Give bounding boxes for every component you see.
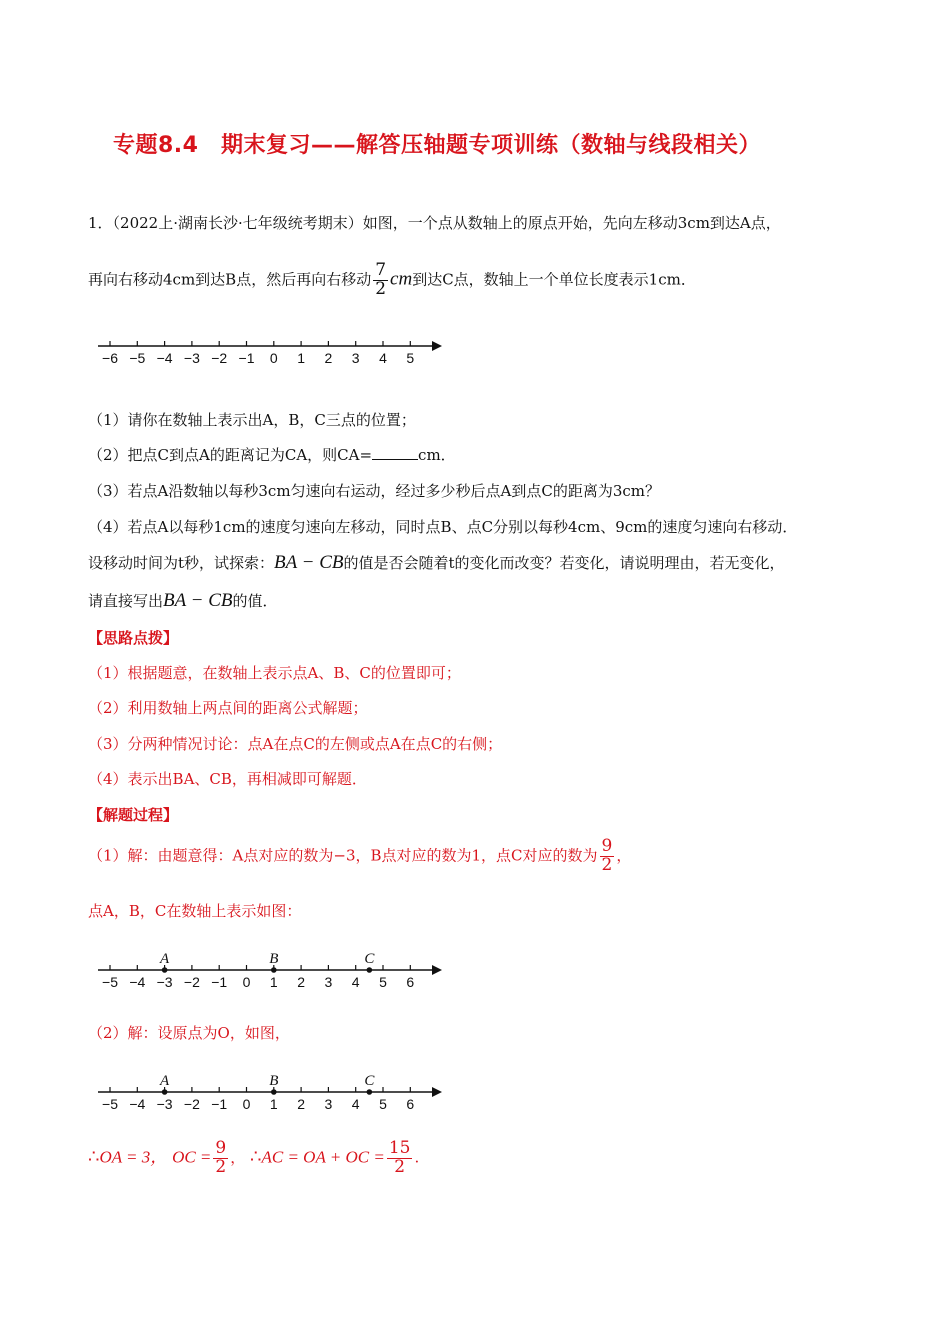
solution-formula — [88, 1140, 419, 1177]
q1-sub4a: （4）若点A以每秒1cm的速度匀速向左移动，同时点B、点C分别以每秒4cm、9cm的速度匀速向右移动． — [88, 518, 798, 536]
q1-sub4c-2: 的值． — [232, 592, 278, 610]
q1-sub4b-2: 的值是否会随着t的变化而改变？若变化，请说明理由，若无变化， — [343, 554, 785, 572]
axis1-arrow — [432, 341, 442, 351]
axis1-tick-label: 3 — [351, 350, 360, 366]
axis1-tick-label: −5 — [129, 350, 146, 366]
axis1-tick-label: 4 — [379, 350, 387, 366]
axis3-tick-label: −3 — [156, 1096, 173, 1112]
point-c-dot — [367, 967, 373, 973]
solution-1-b: ， — [616, 846, 632, 865]
formula-end: . — [414, 1148, 420, 1167]
solution-1-a: （1）解：由题意得：A点对应的数为−3，B点对应的数为1，点C对应的数为 — [88, 846, 598, 865]
q1-sub4b-1: 设移动时间为t秒，试探索： — [88, 554, 275, 572]
formula-oc-den: 2 — [215, 1156, 227, 1177]
q1-sub4c — [88, 590, 278, 612]
axis2-tick-label: 4 — [351, 974, 360, 990]
hint-2: （2）利用数轴上两点间的距离公式解题； — [88, 699, 368, 717]
solution-1-frac-den: 2 — [601, 854, 613, 875]
axis1-tick-label: 5 — [406, 350, 415, 366]
solution-1 — [88, 838, 631, 875]
therefore-symbol-1: ∴ — [88, 1146, 100, 1168]
hint-heading: 【思路点拨】 — [88, 629, 179, 647]
number-line-1 — [90, 336, 450, 376]
axis2-tick-label: 2 — [297, 974, 305, 990]
q1-fraction — [373, 262, 388, 299]
solution-heading: 【解题过程】 — [88, 806, 179, 824]
q1-sub2-b: cm． — [418, 446, 456, 464]
formula-ac-den: 2 — [394, 1156, 406, 1177]
point-c-label: C — [364, 1073, 375, 1089]
point-b-label: B — [269, 951, 279, 967]
axis1-tick-label: 2 — [324, 350, 333, 366]
axis3-tick-label: 0 — [242, 1096, 251, 1112]
formula-oc-num: 9 — [215, 1138, 227, 1158]
axis1-tick-label: −2 — [211, 350, 228, 366]
hint-1: （1）根据题意，在数轴上表示点A、B、C的位置即可； — [88, 664, 461, 682]
axis2-tick-label: −2 — [183, 974, 200, 990]
q1-line2-b: 到达C点，数轴上一个单位长度表示1cm． — [412, 270, 696, 289]
axis3-tick-label: 3 — [324, 1096, 333, 1112]
q1-line2 — [88, 262, 696, 299]
axis2-tick-label: −4 — [129, 974, 146, 990]
formula-oa: OA = 3， — [99, 1147, 168, 1167]
number-line-2 — [90, 946, 450, 996]
axis3-arrow — [432, 1087, 442, 1097]
axis2-tick-label: 0 — [242, 974, 251, 990]
q1-frac-den: 2 — [375, 278, 387, 299]
formula-comma: ， — [230, 1148, 246, 1167]
point-b-dot — [271, 1089, 277, 1095]
axis2-tick-label: 6 — [406, 974, 415, 990]
axis3-tick-label: 4 — [351, 1096, 360, 1112]
hint-4: （4）表示出BA、CB，再相减即可解题． — [88, 770, 367, 788]
axis3-tick-label: −2 — [183, 1096, 200, 1112]
axis3-tick-label: −5 — [102, 1096, 118, 1112]
q1-sub4-expr-2: BA − CB — [163, 590, 233, 611]
solution-1-frac-num: 9 — [601, 836, 613, 856]
therefore-symbol-2: ∴ — [250, 1146, 262, 1168]
point-b-dot — [271, 967, 277, 973]
q1-line1: 1．（2022上·湖南长沙·七年级统考期末）如图，一个点从数轴上的原点开始，先向左移动3cm到达A点， — [88, 214, 781, 232]
axis1-tick-label: −3 — [183, 350, 200, 366]
axis3-tick-label: −4 — [129, 1096, 146, 1112]
answer-blank — [372, 447, 418, 460]
axis3-tick-label: 2 — [297, 1096, 305, 1112]
axis1-tick-label: −4 — [156, 350, 173, 366]
axis2-tick-label: −3 — [156, 974, 173, 990]
point-a-label: A — [160, 951, 170, 967]
q1-sub2-a: （2）把点C到点A的距离记为CA，则CA= — [88, 446, 373, 464]
axis3-tick-label: 1 — [269, 1096, 278, 1112]
number-line-3 — [90, 1068, 450, 1118]
q1-sub3: （3）若点A沿数轴以每秒3cm匀速向右运动，经过多少秒后点A到点C的距离为3cm？ — [88, 482, 661, 500]
axis2-arrow — [432, 965, 442, 975]
axis1-tick-label: 1 — [297, 350, 305, 366]
q1-frac-num: 7 — [375, 260, 387, 280]
axis2-tick-label: 5 — [379, 974, 387, 990]
axis3-tick-label: −1 — [211, 1096, 228, 1112]
solution-1-fraction — [600, 838, 615, 875]
q1-line2-a: 再向右移动4cm到达B点，然后再向右移动 — [88, 270, 372, 289]
solution-2: （2）解：设原点为O，如图， — [88, 1024, 290, 1042]
axis1-tick-label: −1 — [238, 350, 255, 366]
q1-sub1: （1）请你在数轴上表示出A，B，C三点的位置； — [88, 411, 416, 429]
axis2-tick-label: 3 — [324, 974, 333, 990]
q1-frac-unit: cm — [390, 268, 413, 290]
axis2-tick-label: −5 — [102, 974, 118, 990]
formula-oc: OC = — [172, 1147, 212, 1167]
point-a-dot — [162, 967, 168, 973]
q1-sub4c-1: 请直接写出 — [88, 592, 164, 610]
point-b-label: B — [269, 1073, 279, 1089]
q1-sub4-expr-1: BA − CB — [274, 552, 344, 573]
axis2-tick-label: 1 — [269, 974, 278, 990]
axis1-tick-label: −6 — [102, 350, 118, 366]
solution-1-c: 点A，B，C在数轴上表示如图： — [88, 902, 302, 920]
formula-ac-fraction — [387, 1140, 413, 1177]
q1-sub4b — [88, 552, 785, 574]
axis3-tick-label: 5 — [379, 1096, 387, 1112]
q1-sub2 — [88, 444, 456, 465]
axis1-tick-label: 0 — [269, 350, 278, 366]
point-a-dot — [162, 1089, 168, 1095]
point-c-dot — [367, 1089, 373, 1095]
axis2-tick-label: −1 — [211, 974, 228, 990]
axis3-tick-label: 6 — [406, 1096, 415, 1112]
point-a-label: A — [160, 1073, 170, 1089]
formula-oc-fraction — [213, 1140, 228, 1177]
page-title: 专题8.4 期末复习——解答压轴题专项训练（数轴与线段相关） — [113, 133, 761, 158]
formula-ac: AC = OA + OC = — [261, 1147, 385, 1167]
hint-3: （3）分两种情况讨论：点A在点C的左侧或点A在点C的右侧； — [88, 735, 503, 753]
point-c-label: C — [364, 951, 375, 967]
formula-ac-num: 15 — [388, 1138, 411, 1158]
